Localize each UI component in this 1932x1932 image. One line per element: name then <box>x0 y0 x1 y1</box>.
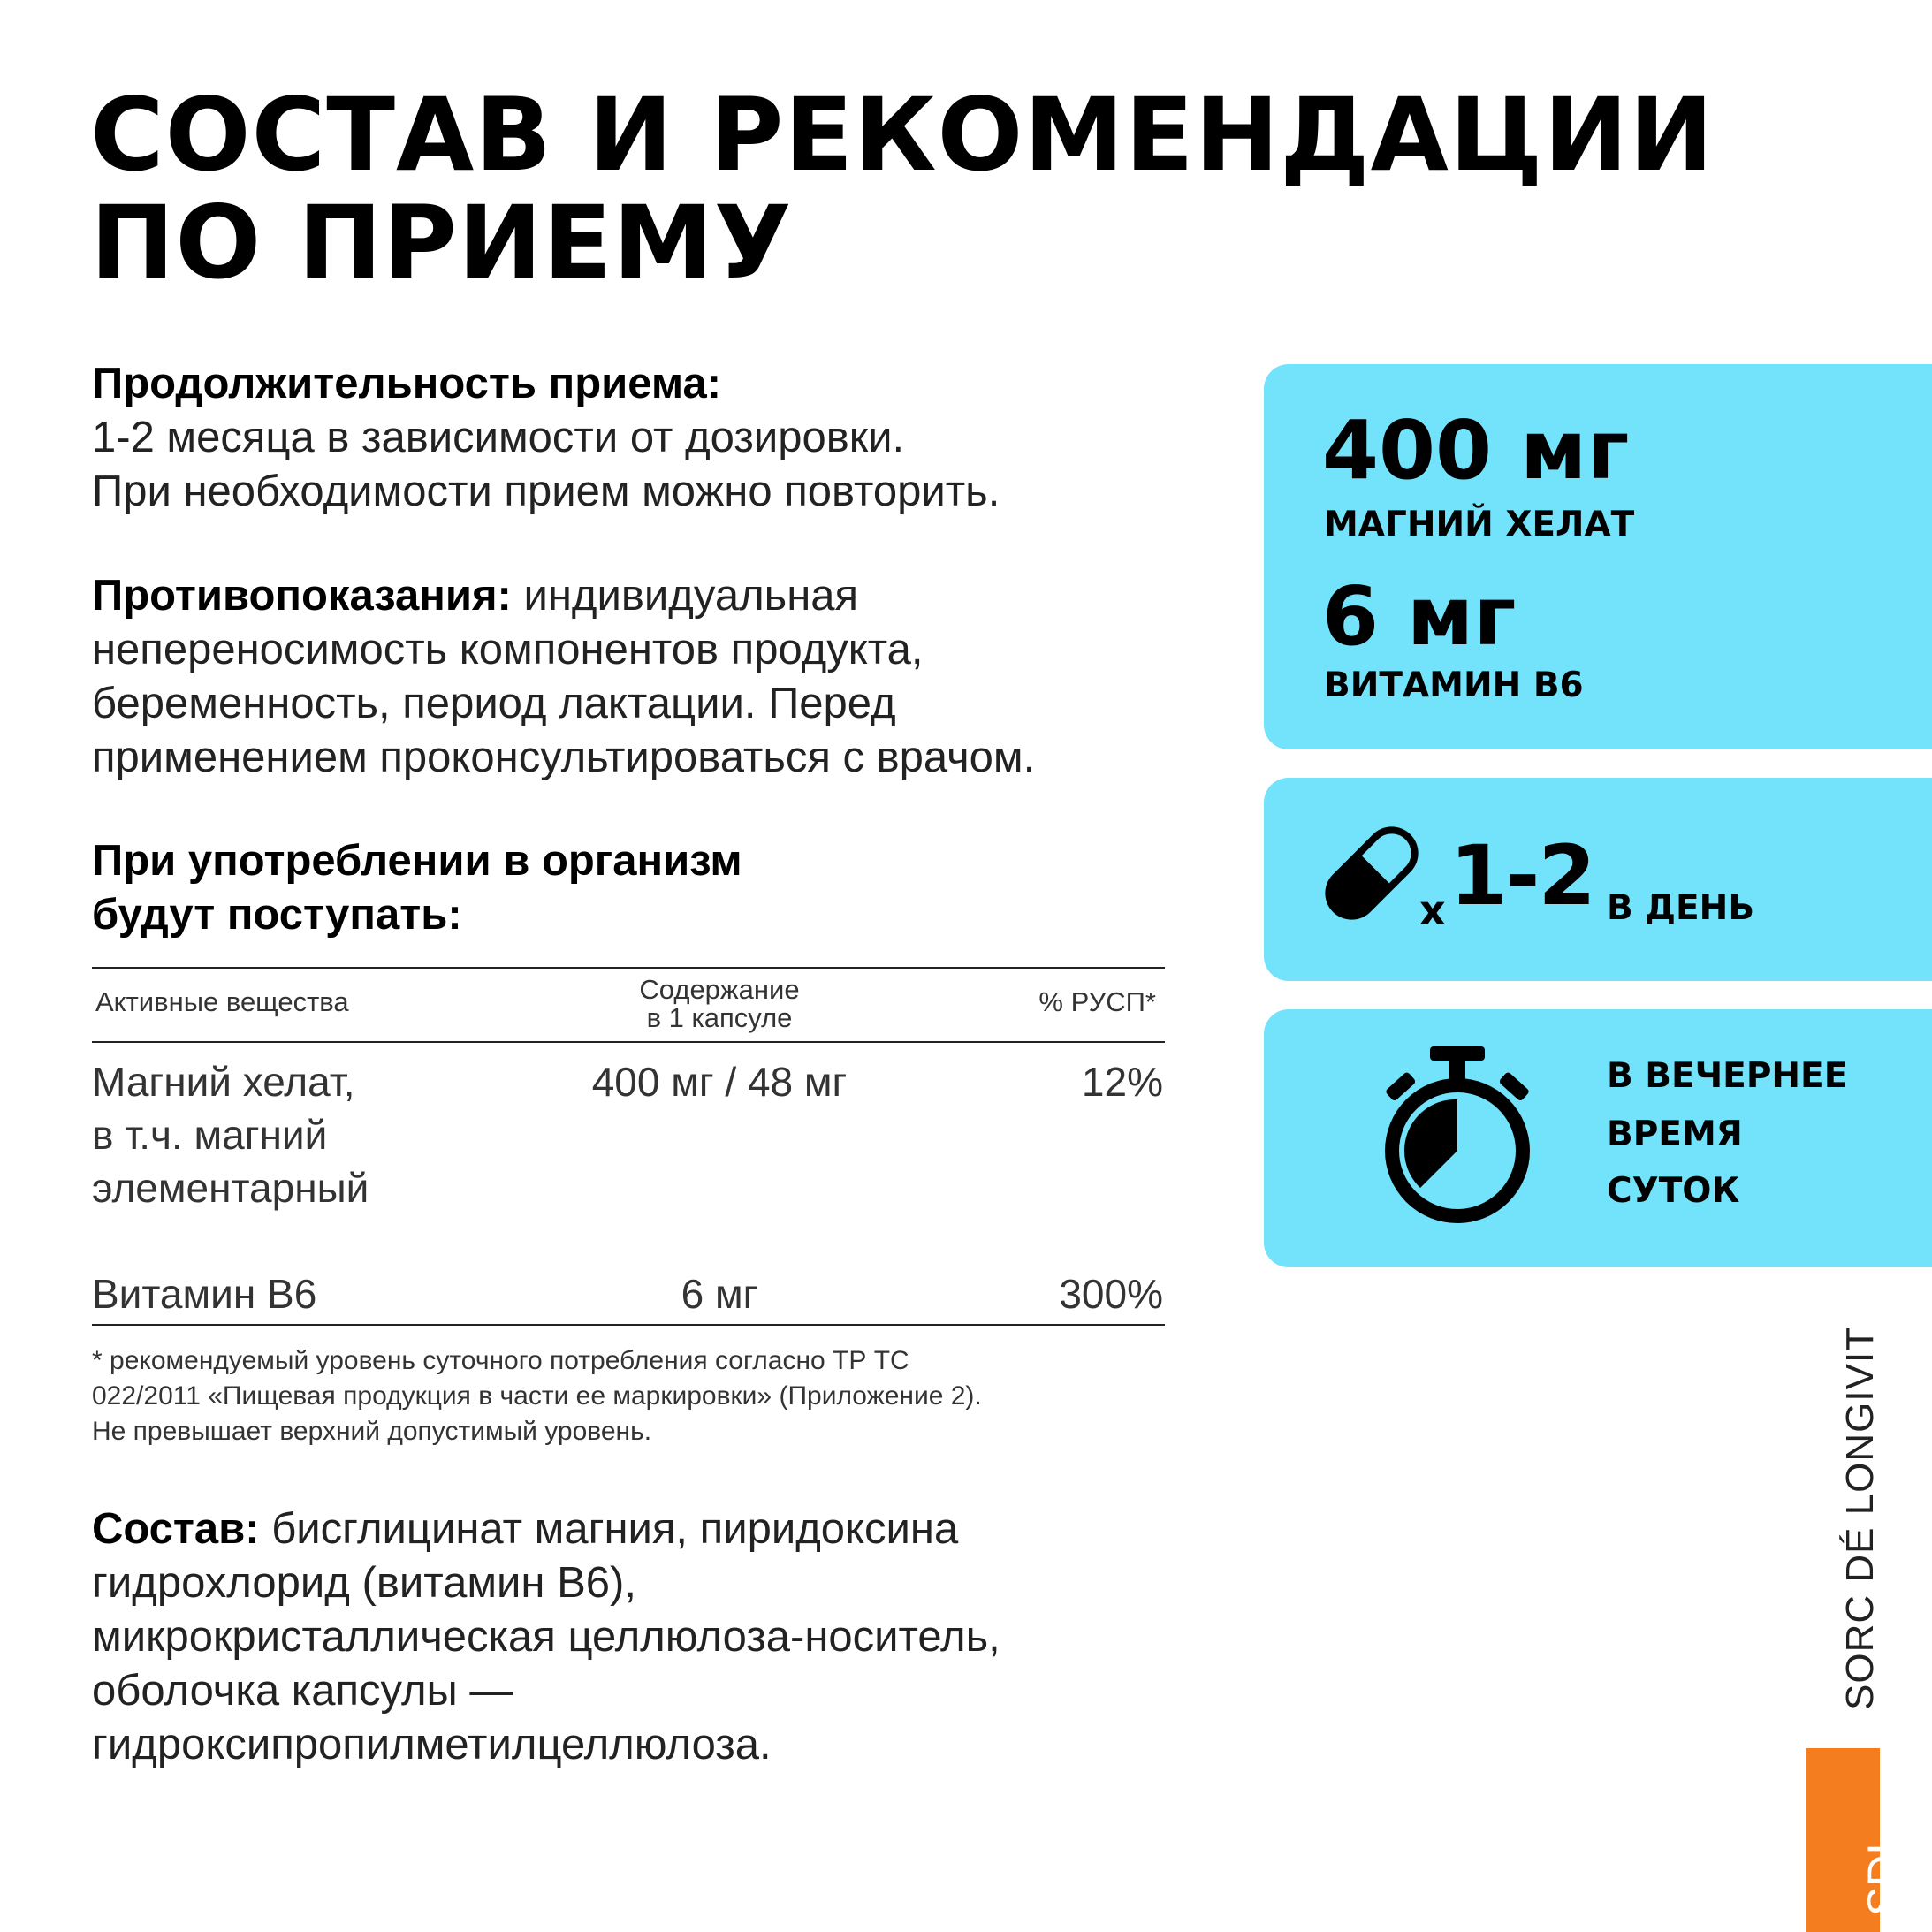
time-card <box>1264 1009 1932 1267</box>
b6-amount: 6 мг <box>1322 569 1517 664</box>
composition-text-3: микрокристаллическая целлюлоза-носитель, <box>92 1613 1000 1661</box>
time-line-1: В ВЕЧЕРНЕЕ <box>1607 1056 1848 1096</box>
duration-text-2: При необходимости прием можно повторить. <box>92 468 1000 515</box>
composition-text-5: гидроксипропилметилцеллюлоза. <box>92 1721 772 1768</box>
composition-text-2: гидрохлорид (витамин В6), <box>92 1559 636 1607</box>
frequency-card <box>1264 778 1932 981</box>
row-substance: Витамин В6 <box>92 1271 317 1317</box>
contraindications-text-3: беременность, период лактации. Перед <box>92 680 896 727</box>
footnote-line-2: 022/2011 «Пищевая продукция в части ее маркировки» (Приложение 2). <box>92 1381 982 1411</box>
magnesium-label: МАГНИЙ ХЕЛАТ <box>1324 505 1635 544</box>
magnesium-amount: 400 мг <box>1322 403 1630 498</box>
composition-text-1: бисглицинат магния, пиридоксина <box>259 1505 959 1553</box>
page-title-line-2: ПО ПРИЕМУ <box>90 184 793 301</box>
capsule-icon <box>1313 815 1430 932</box>
ingredients-table <box>92 967 1165 1326</box>
time-line-2: ВРЕМЯ <box>1607 1114 1743 1154</box>
duration-section <box>92 357 1197 519</box>
table-bottom-rule <box>92 1324 1165 1326</box>
contraindications-text-2: непереносимость компонентов продукта, <box>92 626 924 673</box>
duration-heading: Продолжительность приема: <box>92 360 722 407</box>
frequency-count: 1-2 <box>1449 828 1594 924</box>
header-content <box>587 976 852 1032</box>
footnote-line-3: Не превышает верхний допустимый уровень. <box>92 1417 652 1446</box>
intake-heading-line-1: При употреблении в организм <box>92 837 742 885</box>
duration-text-1: 1-2 месяца в зависимости от дозировки. <box>92 414 905 461</box>
time-line-3: СУТОК <box>1607 1171 1740 1211</box>
row-substance-line: Магний хелат, <box>92 1059 355 1105</box>
table-header <box>92 969 1165 1041</box>
row-content: 6 мг <box>681 1271 758 1317</box>
row-rdi: 12% <box>1081 1059 1163 1105</box>
header-content-line-2: в 1 капсуле <box>646 1002 793 1033</box>
contraindications-section <box>92 569 1197 785</box>
footnote <box>92 1343 1197 1449</box>
contraindications-text-4: применением проконсультироваться с врачом. <box>92 734 1036 781</box>
header-substance: Активные вещества <box>95 986 349 1017</box>
header-rdi: % РУСП* <box>1038 986 1156 1017</box>
b6-label: ВИТАМИН В6 <box>1324 666 1584 705</box>
row-content: 400 мг / 48 мг <box>591 1059 848 1105</box>
intake-heading <box>92 834 1197 942</box>
frequency-period: В ДЕНЬ <box>1607 888 1755 928</box>
intake-heading-line-2: будут поступать: <box>92 891 462 939</box>
contraindications-heading: Противопоказания: <box>92 572 512 620</box>
row-substance <box>92 1055 463 1214</box>
dosage-card <box>1264 364 1932 749</box>
composition-section <box>92 1502 1197 1772</box>
row-substance-line: элементарный <box>92 1165 369 1211</box>
frequency-multiplier: x <box>1419 886 1446 934</box>
brand-logo-text: SDL <box>1859 1829 1908 1916</box>
contraindications-text-1: индивидуальная <box>511 572 859 620</box>
header-content-line-1: Содержание <box>639 974 800 1005</box>
stopwatch-icon <box>1377 1046 1536 1227</box>
row-substance-line: в т.ч. магний <box>92 1112 328 1158</box>
brand-vertical-text: SORC DÉ LONGIVIT <box>1838 1326 1882 1710</box>
table-body <box>92 1043 1165 1324</box>
footnote-line-1: * рекомендуемый уровень суточного потребления согласно ТР ТС <box>92 1346 909 1375</box>
composition-text-4: оболочка капсулы — <box>92 1667 513 1715</box>
composition-heading: Состав: <box>92 1505 260 1553</box>
row-rdi: 300% <box>1059 1271 1163 1317</box>
page-title <box>90 76 1715 301</box>
page-title-line-1: СОСТАВ И РЕКОМЕНДАЦИИ <box>90 76 1715 194</box>
